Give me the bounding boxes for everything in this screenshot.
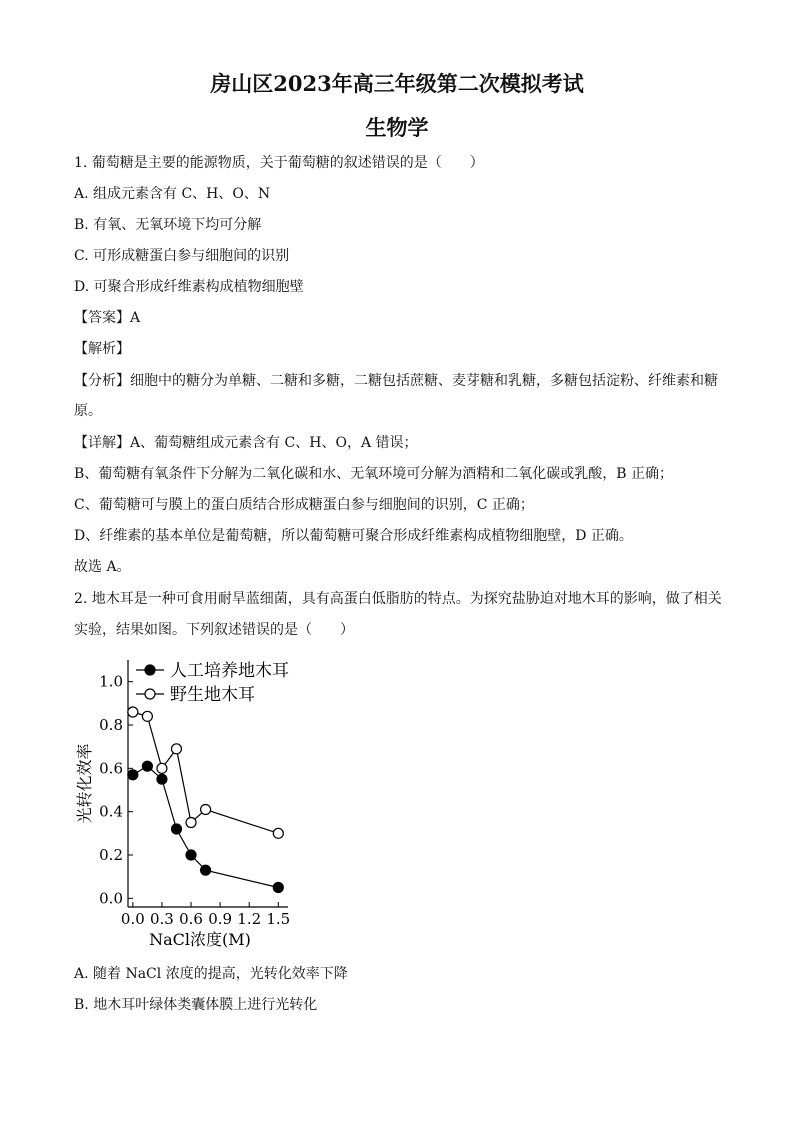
data-point (128, 770, 138, 780)
q1-answer: 【答案】A (74, 310, 141, 326)
y-tick-label: 0.8 (99, 716, 123, 734)
q2-stem-line2: 实验，结果如图。下列叙述错误的是（ ） (74, 622, 354, 638)
y-tick-label: 0.2 (99, 846, 123, 864)
data-point (171, 824, 181, 834)
data-point (273, 828, 283, 838)
y-tick-label: 1.0 (99, 672, 123, 691)
x-tick-label: 0.3 (150, 910, 174, 928)
y-tick-label: 0.0 (99, 889, 123, 908)
data-point (186, 818, 196, 828)
q1-option-b: B. 有氧、无氧环境下均可分解 (74, 217, 262, 233)
q1-conclusion: 故选 A。 (74, 559, 131, 575)
q1-detail-c: C、葡萄糖可与膜上的蛋白质结合形成糖蛋白参与细胞间的识别，C 正确； (74, 497, 534, 513)
q1-analysis-label: 【解析】 (74, 341, 130, 357)
data-point (201, 805, 211, 815)
q1-analysis-line1: 【分析】细胞中的糖分为单糖、二糖和多糖，二糖包括蔗糖、麦芽糖和乳糖，多糖包括淀粉、纤维素和糖 (74, 373, 718, 389)
q1-detail-b: B、葡萄糖有氧条件下分解为二氧化碳和水、无氧环境可分解为酒精和二氧化碳或乳酸，B 正确； (74, 466, 674, 482)
q1-analysis-line2: 原。 (74, 403, 102, 419)
q1-option-c: C. 可形成糖蛋白参与细胞间的识别 (74, 248, 290, 264)
exam-title: 房山区2023年高三年级第二次模拟考试 (210, 71, 584, 96)
q2-option-b: B. 地木耳叶绿体类囊体膜上进行光转化 (74, 997, 318, 1013)
data-point (273, 883, 283, 893)
x-tick-label: 0.9 (208, 910, 233, 928)
q2-option-a: A. 随着 NaCl 浓度的提高，光转化效率下降 (74, 966, 348, 982)
x-tick-label: 1.5 (266, 910, 291, 928)
x-tick-label: 1.2 (237, 910, 262, 928)
y-tick-label: 0.4 (99, 802, 123, 821)
x-tick-label: 0.6 (179, 910, 203, 928)
q1-option-d: D. 可聚合形成纤维素构成植物细胞壁 (74, 279, 304, 295)
q2-stem-line1: 2. 地木耳是一种可食用耐旱蓝细菌，具有高蛋白低脂肪的特点。为探究盐胁迫对地木耳的影响，做了相关 (74, 591, 722, 607)
data-point (171, 744, 181, 754)
data-point (201, 865, 211, 875)
legend-marker (145, 689, 155, 699)
legend-label: 人工培养地木耳 (170, 661, 289, 681)
q1-detail-a: 【详解】A、葡萄糖组成元素含有 C、H、O，A 错误； (74, 435, 418, 451)
q1-option-a: A. 组成元素含有 C、H、O、N (74, 186, 271, 202)
data-point (128, 707, 138, 717)
subject-title: 生物学 (365, 115, 429, 140)
data-point (157, 774, 167, 784)
data-point (186, 850, 196, 860)
q1-detail-d: D、纤维素的基本单位是葡萄糖，所以葡萄糖可聚合形成纤维素构成植物细胞壁，D 正确。 (74, 528, 633, 544)
data-point (142, 711, 152, 721)
y-axis-title: 光转化效率 (75, 743, 94, 824)
salt-stress-chart (66, 650, 306, 950)
y-tick-label: 0.6 (99, 759, 123, 778)
data-point (142, 761, 152, 771)
data-point (157, 763, 167, 773)
x-axis-title: NaCl浓度(M) (149, 930, 251, 949)
q1-stem: 1. 葡萄糖是主要的能源物质，关于葡萄糖的叙述错误的是（ ） (74, 155, 484, 171)
legend-label: 野生地木耳 (170, 685, 255, 705)
x-tick-label: 0.0 (120, 910, 145, 928)
legend-marker (145, 665, 155, 675)
